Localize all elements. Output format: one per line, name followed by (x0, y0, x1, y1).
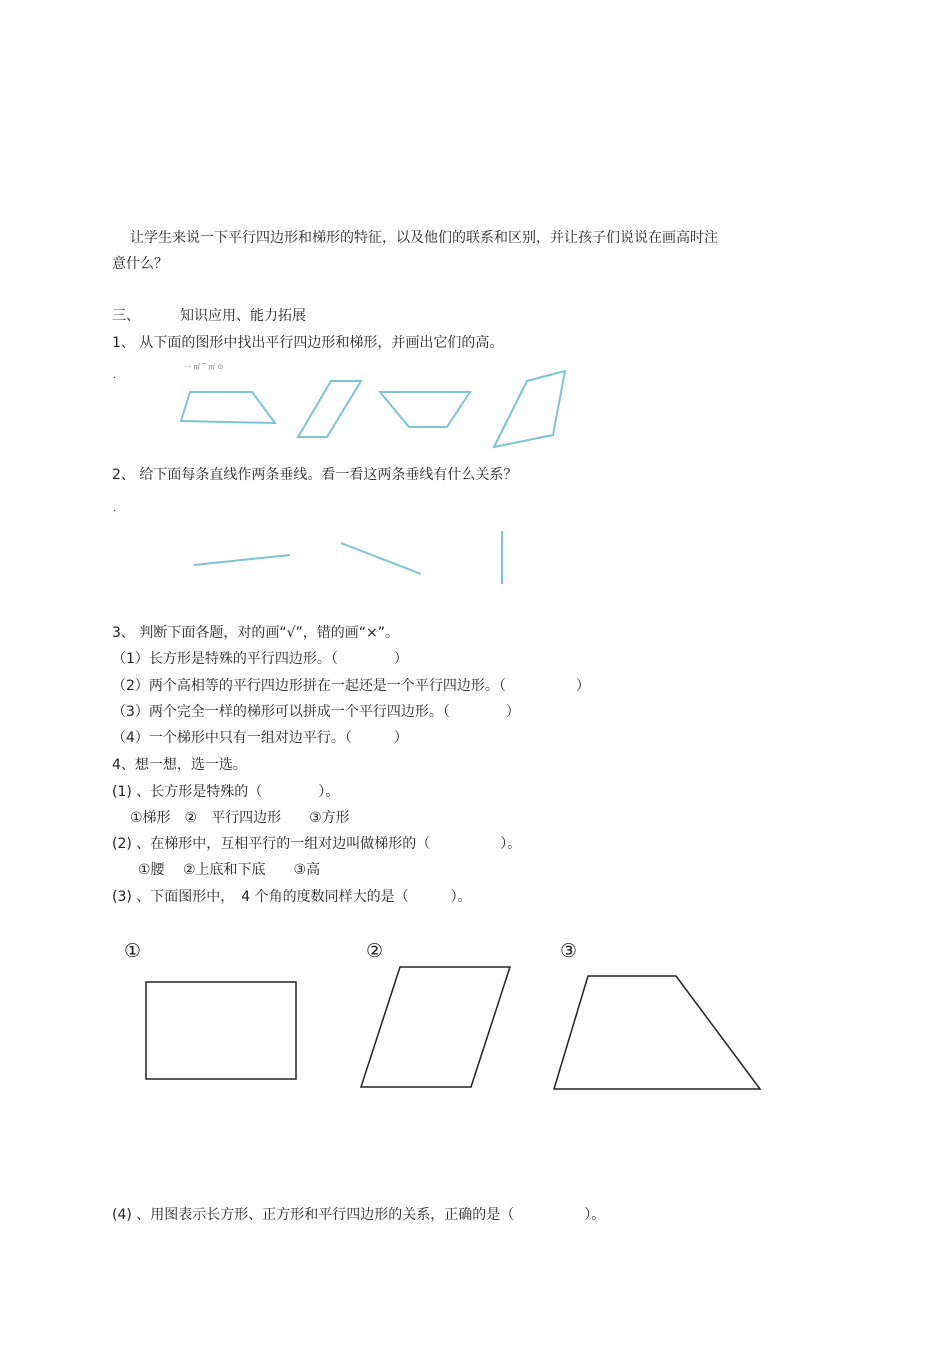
choice-1: (1) 、长方形是特殊的（ ）。 (112, 784, 340, 800)
figure-label-1: ① (124, 940, 142, 962)
choice-3: (3) 、下面图形中， 4 个角的度数同样大的是（ ）。 (112, 889, 472, 905)
section-title: 知识应用、能力拓展 (180, 308, 306, 324)
choice-2-options: ①腰 ②上底和下底 ③高 (138, 862, 321, 878)
intro-line-2: 意什么？ (112, 256, 168, 272)
section-number: 三、 (112, 308, 140, 324)
intro-line-1: 让学生来说一下平行四边形和梯形的特征，以及他们的联系和区别，并让孩子们说说在画高时注 (130, 230, 718, 246)
question-1: 1、 从下面的图形中找出平行四边形和梯形，并画出它们的高。 (112, 335, 504, 351)
figure-label-2: ② (366, 940, 384, 962)
question-4: 4、想一想，选一选。 (112, 757, 247, 773)
judge-item-4: （4）一个梯形中只有一组对边平行。（ ） (112, 730, 408, 746)
judge-item-3: （3）两个完全一样的梯形可以拼成一个平行四边形。（ ） (112, 704, 520, 720)
question-3: 3、 判断下面各题，对的画“√”，错的画“×”。 (112, 625, 400, 641)
dot-mark: . (113, 503, 117, 514)
parallelogram-figure (361, 967, 510, 1087)
judge-item-2: （2）两个高相等的平行四边形拼在一起还是一个平行四边形。（ ） (112, 678, 590, 694)
judge-item-1: （1）长方形是特殊的平行四边形。（ ） (112, 651, 408, 667)
rectangle-figure (146, 982, 296, 1079)
trapezoid-figure (554, 976, 760, 1089)
choice-2: (2) 、在梯形中，互相平行的一组对边叫做梯形的（ ）。 (112, 836, 522, 852)
figure-label-3: ③ (560, 940, 578, 962)
scan-scribble: 一 ㎡ ‾ ㎡ ⊙ (184, 363, 224, 371)
question-2: 2、 给下面每条直线作两条垂线。看一看这两条垂线有什么关系？ (112, 467, 518, 483)
dot-mark: . (113, 370, 117, 381)
choice-1-options: ①梯形 ② 平行四边形 ③方形 (130, 810, 350, 826)
choice-4: (4) 、用图表示长方形、正方形和平行四边形的关系，正确的是（ ）。 (112, 1207, 606, 1223)
